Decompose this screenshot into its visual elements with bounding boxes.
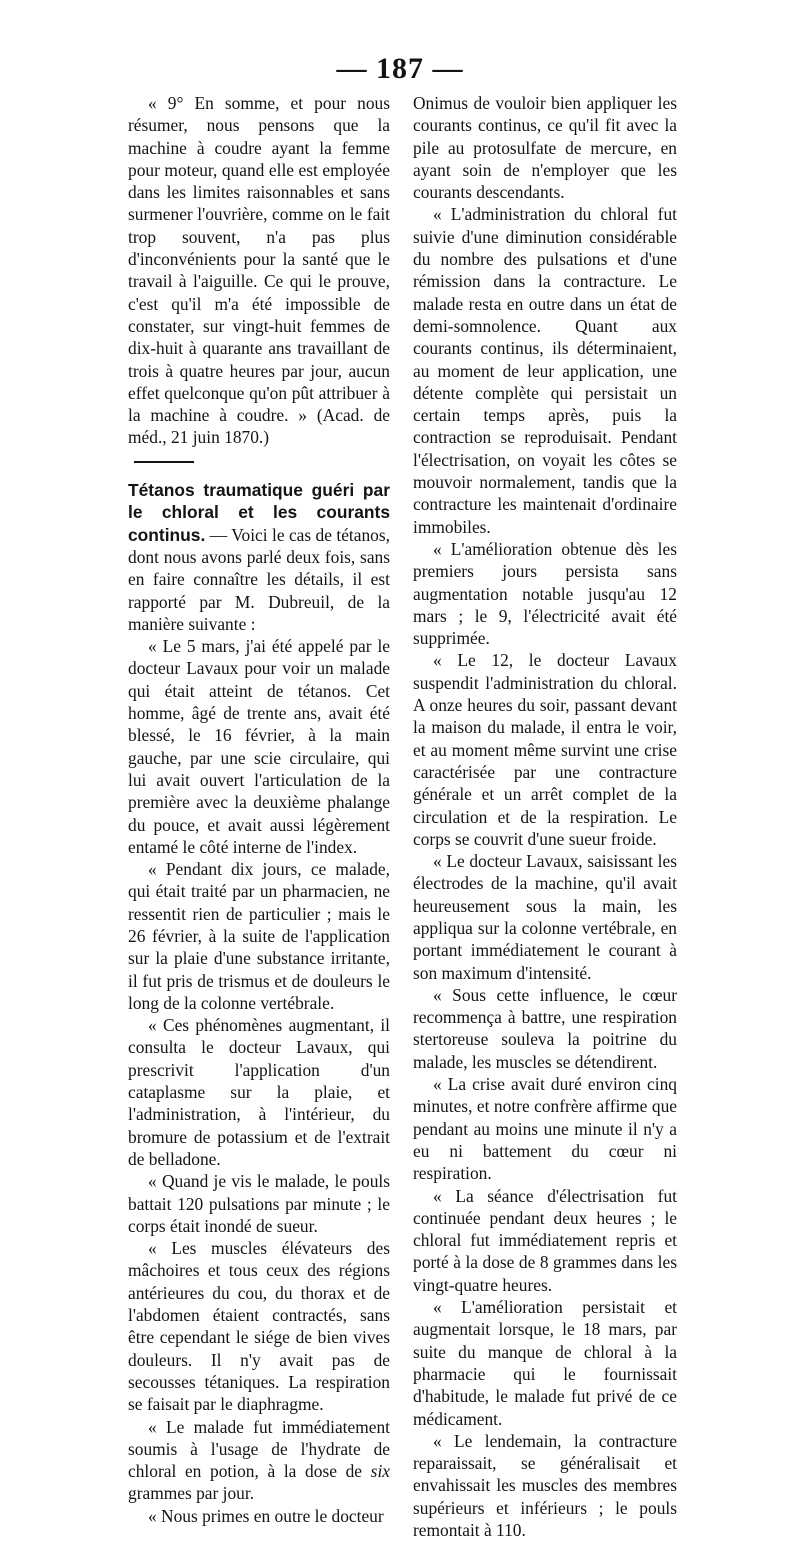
divider — [134, 461, 194, 463]
paragraph: « L'administration du chloral fut suivie d'une diminution considérable du nombre des pulsations et d'une rémission dans la contracture. Le malade resta en outre dans un état de demi-somnolence. Quant aux courants continus, ils déterminaient, au moment de leur application, une détente complète qui persistait un certain temps après, puis la contraction se reproduisait. Pendant l'électrisation, on voyait les côtes se mouvoir normalement, tandis que la contracture les maintenait d'ordinaire immobiles. — [413, 204, 677, 537]
paragraph: « L'amélioration obtenue dès les premiers jours persista sans augmentation notable jusqu'au 12 mars ; le 9, l'électricité avait été supprimée. — [413, 538, 677, 649]
page-number: — 187 — — [336, 52, 464, 85]
paragraph: « Les muscles élévateurs des mâchoires et tous ceux des régions antérieures du cou, du thorax et de l'abdomen étaient contractés, sans être cependant le siége de bien vives douleurs. Il n'y avait pas de secousses tétaniques. La respiration se faisait par le diaphragme. — [128, 1238, 390, 1415]
paragraph: « Pendant dix jours, ce malade, qui était traité par un pharmacien, ne ressentit rien de particulier ; mais le 26 février, à la suite de l'application sur la plaie d'une substance irritante, il fut pris de trismus et de douleurs le long de la colonne vertébrale. — [128, 859, 390, 1013]
paragraph: « Nous primes en outre le docteur — [148, 1505, 384, 1526]
paragraph: « 9° En somme, et pour nous résumer, nous pensons que la machine à coudre ayant la femme pour moteur, quand elle est employée dans les limites raisonnables et sans surmener l'ouvrière, comme on le fait trop souvent, n'a pas plus d'inconvénients pour la santé que le travail à l'aiguille. Ce qui le prouve, c'est qu'il m'a été impossible de constater, sur vingt-huit femmes de dix-huit à quarante ans travaillant de trois à quatre heures par jour, aucun effet quelconque qu'on pût attribuer à la machine à coudre. » (Acad. de méd., 21 juin 1870.) — [128, 93, 390, 448]
paragraph: « La crise avait duré environ cinq minutes, et notre confrère affirme que pendant au moins une minute il n'y a eu ni battement du cœur ni respiration. — [413, 1074, 677, 1184]
paragraph: « La séance d'électrisation fut continuée pendant deux heures ; le chloral fut immédiatement repris et porté à la dose de 8 grammes dans les vingt-quatre heures. — [413, 1185, 677, 1295]
paragraph: « L'amélioration persistait et augmentait lorsque, le 18 mars, par suite du manque de chloral à la pharmacie qui le fournissait d'habitude, le malade fut privé de ce médicament. — [413, 1297, 677, 1429]
paragraph — [128, 1416, 390, 1505]
text-run: « Le malade fut immédiatement soumis à l'usage de l'hydrate de chloral en potion, à la dose de — [128, 1416, 390, 1482]
paragraph: « Le 12, le docteur Lavaux suspendit l'administration du chloral. A onze heures du soir, passant devant la maison du malade, il entra le voir, et au moment même survint une crise caractérisée par une contracture générale et un arrêt complet de la circulation et de la respiration. Le corps se couvrit d'une sueur froide. — [413, 650, 677, 849]
paragraph: Onimus de vouloir bien appliquer les courants continus, ce qu'il fit avec la pile au protosulfate de mercure, en ayant soin de n'employer que les courants descendants. — [413, 93, 677, 203]
left-column — [128, 92, 390, 1527]
paragraph: « Le docteur Lavaux, saisissant les électrodes de la machine, qu'il avait heureusement sous la main, les appliqua sur la colonne vertébrale, en portant immédiatement le courant à son maximum d'intensité. — [413, 851, 677, 983]
emphasis: six — [370, 1461, 390, 1482]
paragraph: « Ces phénomènes augmentant, il consulta le docteur Lavaux, qui prescrivit l'application d'un cataplasme sur la plaie, et l'administration, à l'intérieur, du bromure de potassium et de l'extrait de belladone. — [128, 1015, 390, 1169]
paragraph: « Quand je vis le malade, le pouls battait 120 pulsations par minute ; le corps était inondé de sueur. — [128, 1171, 390, 1236]
right-column — [413, 92, 677, 1541]
section-title: Tétanos traumatique guéri par le chloral et les courants continus. — [128, 480, 390, 545]
paragraph: « Sous cette influence, le cœur recommença à battre, une respiration stertoreuse souleva la poitrine du malade, les muscles se détendirent. — [413, 984, 677, 1072]
section-paragraph — [128, 479, 390, 635]
paragraph: « Le 5 mars, j'ai été appelé par le docteur Lavaux pour voir un malade qui était atteint de tétanos. Cet homme, âgé de trente ans, avait été blessé, le 16 février, à la main gauche, par une scie circulaire, qui lui avait ouvert l'articulation de la première avec la deuxième phalange du pouce, et avait aussi légèrement entamé le côté interne de l'index. — [128, 636, 390, 857]
section-intro: — Voici le cas de tétanos, dont nous avons parlé deux fois, sans en faire connaître les détails, il est rapporté par M. Dubreuil, de la manière suivante : — [128, 524, 390, 634]
paragraph: « Le lendemain, la contracture reparaissait, se généralisait et envahissait les muscles des membres supérieurs et inférieurs ; le pouls remontait à 110. — [413, 1430, 677, 1540]
text-run: grammes par jour. — [128, 1483, 255, 1504]
